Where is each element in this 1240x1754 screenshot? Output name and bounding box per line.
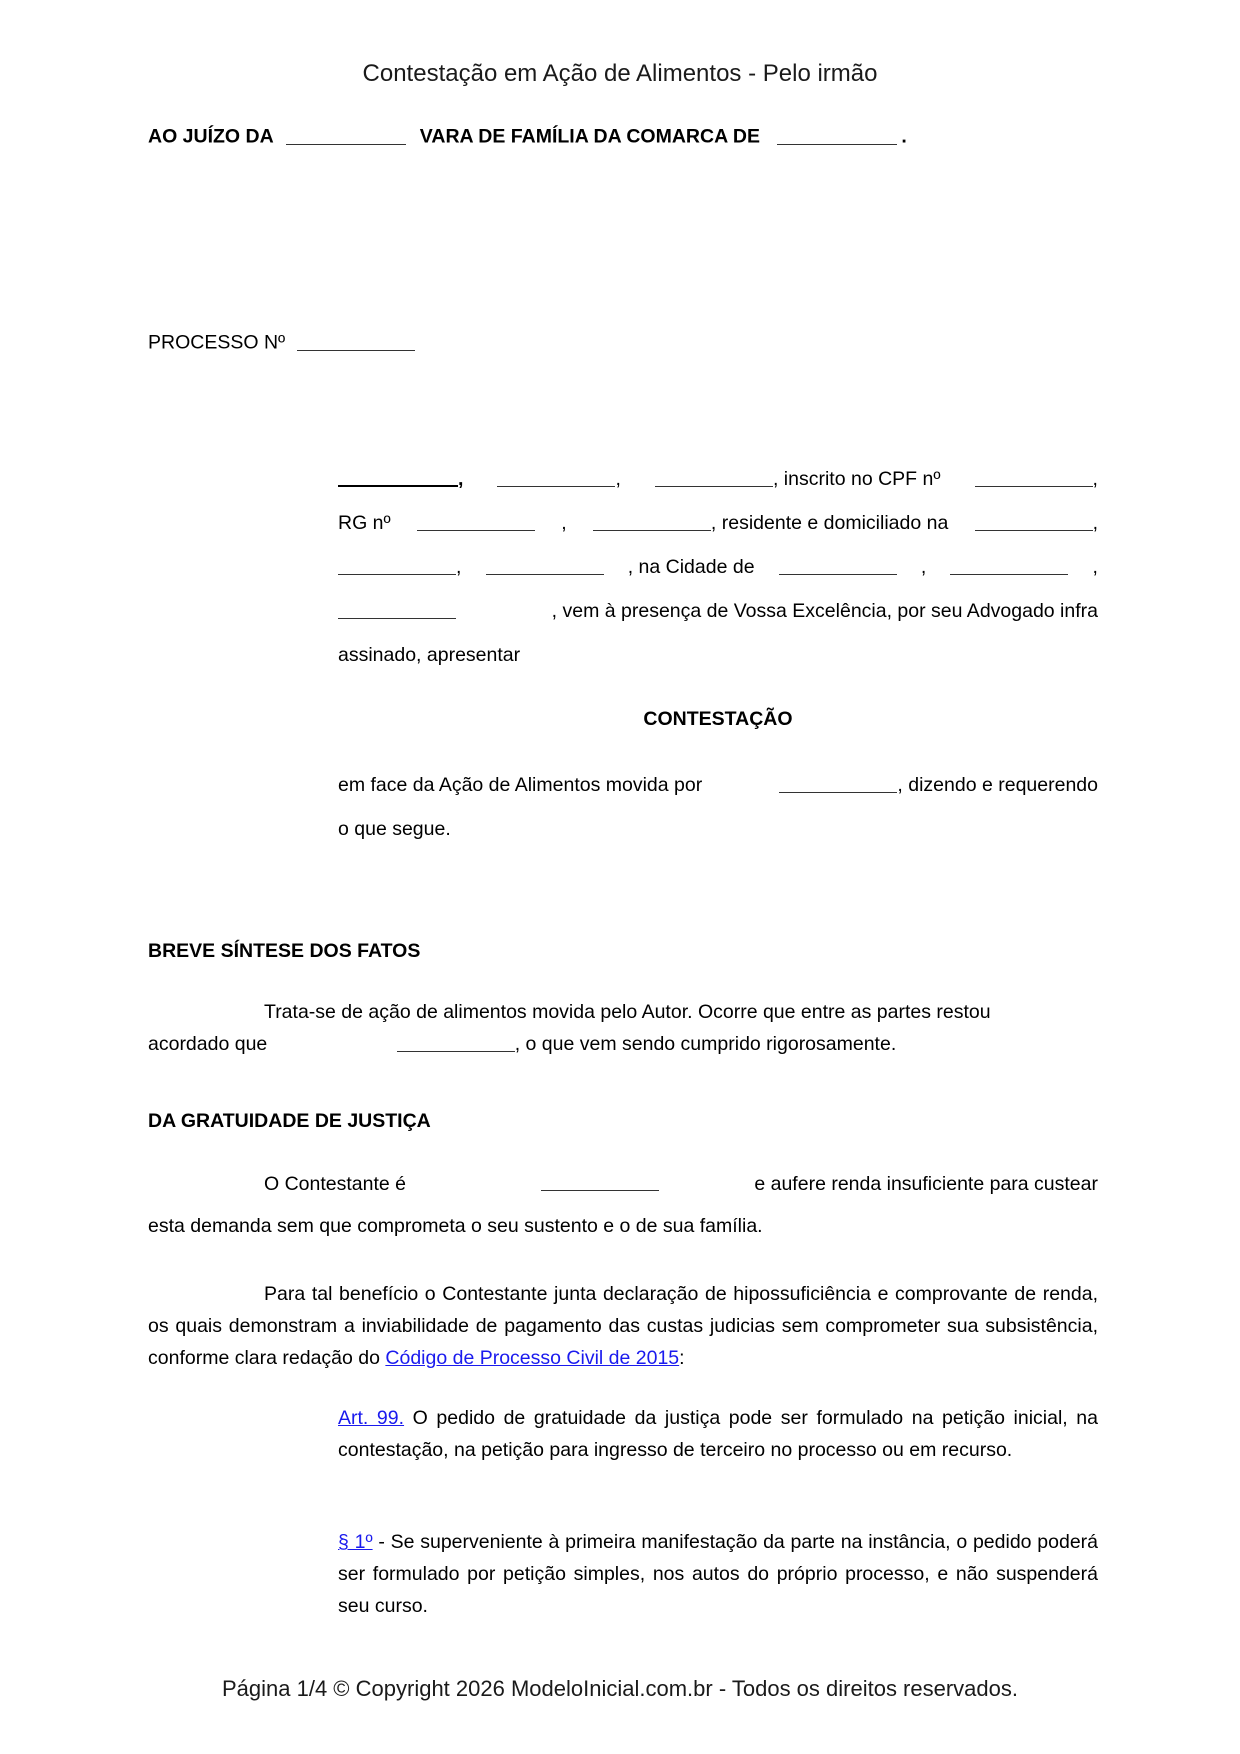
court-prefix: AO JUÍZO DA xyxy=(148,125,273,148)
comma: , xyxy=(1092,556,1098,578)
justice-p1-before: O Contestante é xyxy=(264,1173,407,1195)
cpf-blank[interactable] xyxy=(975,467,1093,488)
contestation-paragraph xyxy=(338,768,1098,856)
process-label: PROCESSO Nº xyxy=(148,331,286,354)
party-qualification xyxy=(338,462,1098,682)
profession-blank[interactable] xyxy=(541,1170,659,1191)
court-number-blank[interactable] xyxy=(286,124,406,145)
qualification-line-4 xyxy=(338,594,1098,638)
justice-p1-line2: esta demanda sem que comprometa o seu sustento e o de sua família. xyxy=(148,1215,763,1237)
state-blank[interactable] xyxy=(950,555,1068,576)
facts-line-2-after: , o que vem sendo cumprido rigorosamente. xyxy=(514,1033,897,1055)
contest-text-after: , dizendo e requerendo xyxy=(897,774,1098,796)
city-blank[interactable] xyxy=(779,555,897,576)
facts-line-2-before: acordado que xyxy=(148,1033,268,1055)
paragraph-1-text: - Se superveniente à primeira manifestação da parte na instância, o pedido poderá ser formulado por petição simples, nos autos do próprio processo, e não suspenderá seu curso. xyxy=(338,1531,1098,1617)
comma: , xyxy=(615,468,621,490)
qualification-line-5 xyxy=(338,638,1098,682)
quote-paragraph-1 xyxy=(338,1526,1098,1622)
paragraph-1-link[interactable]: § 1º xyxy=(338,1531,373,1553)
art-99-text: O pedido de gratuidade da justiça pode ser formulado na petição inicial, na contestação, na petição para ingresso de terceiro no processo ou em recurso. xyxy=(338,1407,1098,1461)
justice-p1-after: e aufere renda insuficiente para custear xyxy=(754,1173,1098,1195)
qualification-line-2 xyxy=(338,506,1098,550)
contestation-title: CONTESTAÇÃO xyxy=(643,708,793,730)
city-label: , na Cidade de xyxy=(627,556,755,578)
contest-text-before: em face da Ação de Alimentos movida por xyxy=(338,774,703,796)
page-footer: Página 1/4 © Copyright 2026 ModeloInicial.com.br - Todos os direitos reservados. xyxy=(222,1676,1018,1701)
cpc-2015-link[interactable]: Código de Processo Civil de 2015 xyxy=(385,1347,680,1369)
qualification-line-3 xyxy=(338,550,1098,594)
cep-blank[interactable] xyxy=(338,599,456,620)
district-blank[interactable] xyxy=(486,555,604,576)
rg-label: RG nº xyxy=(338,512,391,534)
presenting-text: assinado, apresentar xyxy=(338,644,521,666)
court-address-line xyxy=(148,122,907,149)
section-heading-facts: BREVE SÍNTESE DOS FATOS xyxy=(148,940,421,962)
residence-label: , residente e domiciliado na xyxy=(710,512,949,534)
qualification-line-1 xyxy=(338,462,1098,506)
court-suffix: . xyxy=(901,125,907,148)
quote-art-99 xyxy=(338,1402,1098,1466)
comma: , xyxy=(561,512,567,534)
name-blank[interactable] xyxy=(338,466,458,488)
comma: , xyxy=(920,556,927,578)
comarca-blank[interactable] xyxy=(777,124,897,145)
justice-p2-text: Para tal benefício o Contestante junta declaração de hipossuficiência e comprovante de renda, os quais demonstram a inviabilidade de pagamento das custas judicias sem comprometer sua subsistência, conforme clara redação do xyxy=(148,1283,1098,1369)
justice-paragraph-2 xyxy=(148,1278,1098,1374)
colon: : xyxy=(679,1347,685,1369)
facts-paragraph xyxy=(148,996,1098,1060)
art-99-link[interactable]: Art. 99. xyxy=(338,1407,405,1429)
process-number-blank[interactable] xyxy=(297,330,415,351)
address-blank[interactable] xyxy=(975,511,1093,532)
process-number-line xyxy=(148,328,415,355)
marital-status-blank[interactable] xyxy=(655,467,773,488)
plaintiff-blank[interactable] xyxy=(779,773,897,794)
document-title: Contestação em Ação de Alimentos - Pelo irmão xyxy=(362,60,878,87)
comma: , xyxy=(1092,468,1098,490)
court-middle: VARA DE FAMÍLIA DA COMARCA DE xyxy=(419,125,760,148)
cpf-label: , inscrito no CPF nº xyxy=(772,468,941,490)
contest-text-line2: o que segue. xyxy=(338,818,451,840)
comma: , xyxy=(1092,512,1098,534)
comma: , xyxy=(458,468,464,490)
justice-paragraph-1 xyxy=(148,1168,1098,1242)
issuer-blank[interactable] xyxy=(593,511,711,532)
presence-text: , vem à presença de Vossa Excelência, por seu Advogado infra xyxy=(551,600,1098,622)
agreement-blank[interactable] xyxy=(397,1032,515,1053)
facts-line-1: Trata-se de ação de alimentos movida pelo Autor. Ocorre que entre as partes restou xyxy=(264,1001,991,1023)
section-heading-justice: DA GRATUIDADE DE JUSTIÇA xyxy=(148,1110,431,1132)
rg-blank[interactable] xyxy=(417,511,535,532)
number-blank[interactable] xyxy=(338,555,456,576)
nationality-blank[interactable] xyxy=(497,467,615,488)
comma: , xyxy=(456,556,462,578)
